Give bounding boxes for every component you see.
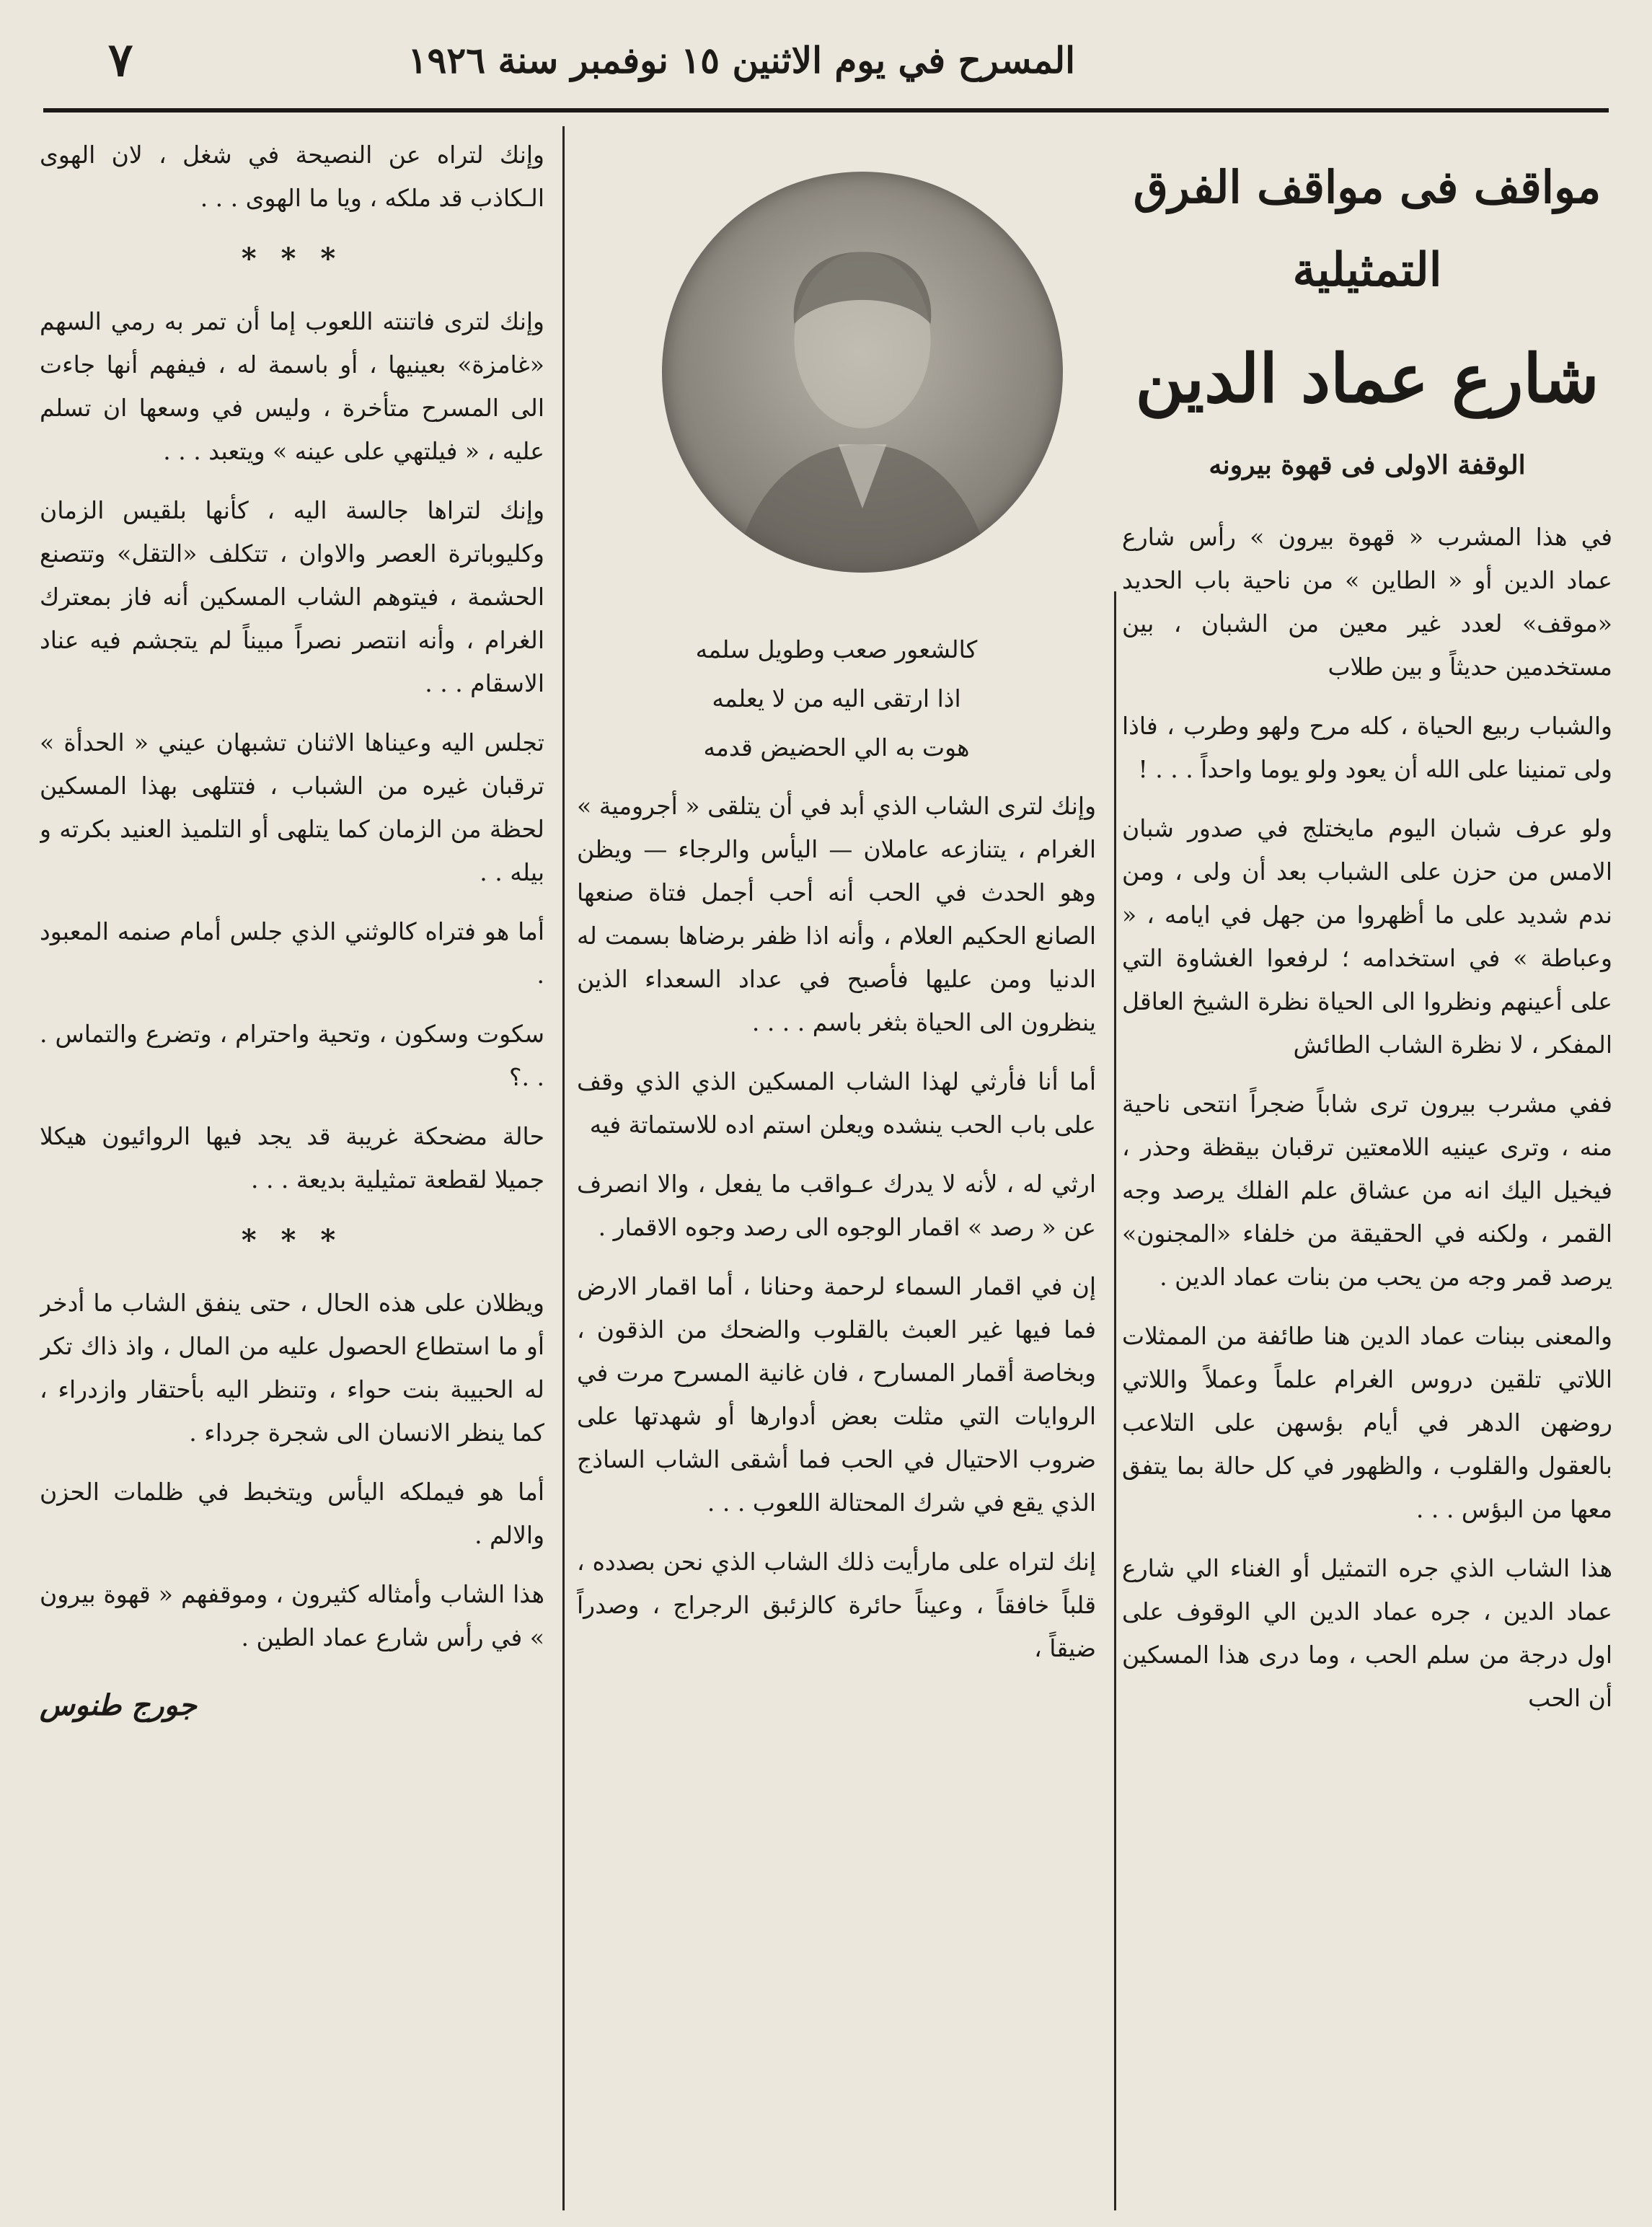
header-dateline: المسرح في يوم الاثنين ١٥ نوفمبر سنة ١٩٢٦	[407, 39, 1075, 81]
paragraph: أما أنا فأرثي لهذا الشاب المسكين الذي الذي وقف على باب الحب ينشده ويعلن استم اده للاستماتة فيه	[577, 1067, 1096, 1139]
page-number: ٧	[108, 33, 133, 87]
article-main-title: شارع عماد الدين	[1135, 340, 1599, 418]
paragraph: وإنك لترى فاتنته اللعوب إما أن تمر به رمي السهم «غامزة» بعينيها ، أو باسمة له ، فيفهم أنها جاءت الى المسرح متأخرة ، وليس في وسعها ان تسلم عليه ، « فيلتهي على عينه » ويتعبد . . .	[40, 307, 544, 465]
author-portrait	[662, 172, 1063, 573]
article-subheading: الوقفة الاولى فى قهوة بيرونه	[1209, 450, 1526, 480]
paragraph: ويظلان على هذه الحال ، حتى ينفق الشاب ما أدخر أو ما استطاع الحصول عليه من المال ، واذ ذاك تكر له الحبيبة بنت حواء ، وتنظر اليه بأحتقار وازدراء ، كما ينظر الانسان الى شجرة جرداء .	[40, 1289, 544, 1447]
column-middle	[577, 627, 1096, 2221]
paragraph: إنك لتراه على مارأيت ذلك الشاب الذي نحن بصدده ، قلباً خافقاً ، وعيناً حائرة كالزئبق الرجراج ، وصدراً ضيقاً ،	[577, 1548, 1096, 1662]
paragraph: وإنك لتراه عن النصيحة في شغل ، لان الهوى الـكاذب قد ملكه ، ويا ما الهوى . . .	[40, 141, 544, 212]
paragraph: سكوت وسكون ، وتحية واحترام ، وتضرع والتماس . . .؟	[40, 1020, 544, 1091]
paragraph: ارثي له ، لأنه لا يدرك عـواقب ما يفعل ، والا انصرف عن « رصد » اقمار الوجوه الى رصد وجوه الاقمار .	[577, 1170, 1096, 1241]
paragraph: أما هو فتراه كالوثني الذي جلس أمام صنمه المعبود .	[40, 917, 544, 989]
paragraph: هذا الشاب وأمثاله كثيرون ، وموقفهم « قهوة بيرون » في رأس شارع عماد الطين .	[40, 1580, 544, 1651]
paragraph: والشباب ربيع الحياة ، كله مرح ولهو وطرب ، فاذا ولى تمنينا على الله أن يعود ولو يوما واحداً . . . !	[1122, 712, 1612, 783]
paragraph: أما هو فيملكه اليأس ويتخبط في ظلمات الحزن والالم .	[40, 1478, 544, 1549]
portrait-figure	[662, 172, 1063, 573]
column-divider-left	[562, 126, 565, 2210]
poem-line: كالشعور صعب وطويل سلمه	[695, 635, 978, 663]
article-title-line2: التمثيلية	[1292, 243, 1442, 297]
paragraph: هذا الشاب الذي جره التمثيل أو الغناء الي شارع عماد الدين ، جره عماد الدين الي الوقوف على اول درجة من سلم الحب ، وما درى هذا المسكين أن الحب	[1122, 1554, 1612, 1712]
column-left	[40, 133, 544, 2218]
section-break: * * *	[241, 1223, 343, 1257]
paragraph: إن في اقمار السماء لرحمة وحنانا ، أما اقمار الارض فما فيها غير العبث بالقلوب والضحك من الذقون ، وبخاصة أقمار المسارح ، فان غانية المسرح مرت في الروايات التي مثلت بعض أدوارها أو شهدتها على ضروب الاحتيال في الحب فما أشقى الشاب الساذج الذي يقع في شرك المحتالة اللعوب . . .	[577, 1272, 1096, 1517]
paragraph: حالة مضحكة غريبة قد يجد فيها الروائيون هيكلا جميلا لقطعة تمثيلية بديعة . . .	[40, 1122, 544, 1194]
paragraph: وإنك لترى الشاب الذي أبد في أن يتلقى « أجرومية » الغرام ، يتنازعه عاملان — اليأس والرجاء — ويظن وهو الحدث في الحب أنه أحب أجمل فتاة صنعها الصانع الحكيم العلام ، وأنه اذا ظفر برضاها بسمت له الدنيا ومن عليها فأصبح في عداد السعداء الذين ينظرون الى الحياة بثغر باسم . . . .	[577, 792, 1096, 1036]
article-title-line1: مواقف فى مواقف الفرق	[1133, 161, 1602, 213]
poem-line: هوت به الي الحضيض قدمه	[703, 733, 970, 762]
paragraph: والمعنى ببنات عماد الدين هنا طائفة من الممثلات اللاتي تلقين دروس الغرام علماً وعملاً واللاتي روضهن الدهر في أيام بؤسهن على التلاعب بالعقول والقلوب ، والظهور في كل حالة بما يتفق معها من البؤس . . .	[1122, 1322, 1612, 1523]
paragraph: ولو عرف شبان اليوم مايختلج في صدور شبان الامس من حزن على الشباب بعد أن ولى ، ومن ندم شديد على ما أظهروا من جهل في ايامه ، « وعباطة » في استخدامه ؛ لرفعوا الغشاوة التي على أعينهم ونظروا الى الحياة نظرة الشيخ العاقل المفكر ، لا نظرة الشاب الطائش	[1122, 814, 1612, 1059]
section-break: * * *	[241, 242, 343, 275]
column-right	[1122, 133, 1612, 2218]
poem	[577, 627, 1096, 770]
paragraph: تجلس اليه وعيناها الاثنان تشبهان عيني « الحدأة » ترقبان غيره من الشباب ، فتتلهى بهذا المسكين لحظة من الزمان كما يتلهى أو التلميذ العنيد بكرته و بيله . .	[40, 728, 544, 886]
header-rule	[43, 108, 1609, 113]
author-signature: جورج طنوس	[40, 1688, 197, 1722]
paragraph: وإنك لتراها جالسة اليه ، كأنها بلقيس الزمان وكليوباترة العصر والاوان ، تتكلف «التقل» وتتصنع الحشمة ، فيتوهم الشاب المسكين أنه فاز بمعترك الغرام ، وأنه انتصر نصراً مبيناً لم يتجشم فيه عناد الاسقام . . .	[40, 496, 544, 697]
paragraph: في هذا المشرب « قهوة بيرون » رأس شارع عماد الدين أو « الطاين » من ناحية باب الحديد «موقف» لعدد غير معين من الشبان ، بين مستخدمين حديثاً و بين طلاب	[1122, 523, 1612, 681]
poem-line: اذا ارتقى اليه من لا يعلمه	[712, 684, 961, 713]
paragraph: ففي مشرب بيرون ترى شاباً ضجراً انتحى ناحية منه ، وترى عينيه اللامعتين ترقبان بيقظة وحذر ، فيخيل اليك انه من عشاق علم الفلك يرصد وجه القمر ، ولكنه في الحقيقة من خلفاء «المجنون» يرصد قمر وجه من يحب من بنات عماد الدين .	[1122, 1090, 1612, 1291]
page-header	[43, 29, 1609, 108]
column-divider-right	[1114, 591, 1116, 2210]
